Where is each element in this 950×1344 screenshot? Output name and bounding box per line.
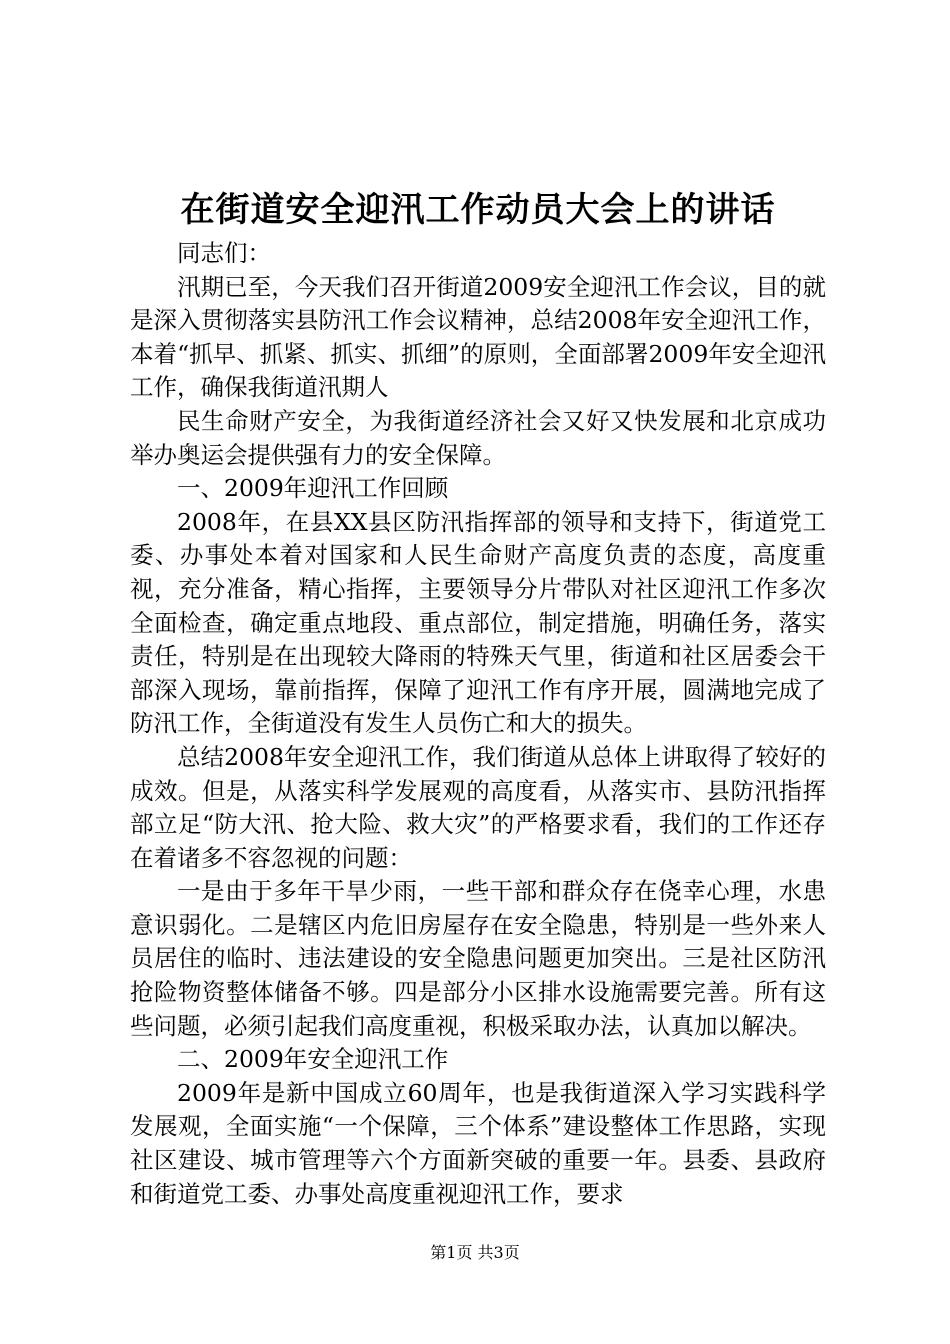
- page-footer: 第1页 共3页: [430, 1243, 520, 1262]
- paragraph-plan: 2009年是新中国成立60周年，也是我街道深入学习实践科学发展观，全面实施“一个保障，三个体系”建设整体工作思路，实现社区建设、城市管理等六个方面新突破的重要一年。县委、县政府和街道党工委、办事处高度重视迎汛工作，要求: [130, 1078, 826, 1208]
- paragraph-salutation: 同志们：: [177, 239, 271, 267]
- paragraph-review: 2008年，在县XX县区防汛指挥部的领导和支持下，街道党工委、办事处本着对国家和人民生命财产高度负责的态度，高度重视，充分准备，精心指挥，主要领导分片带队对社区迎汛工作多次全面检查，确定重点地段、重点部位，制定措施，明确任务，落实责任，特别是在出现较大降雨的特殊天气里，街道和社区居委会干部深入现场，靠前指挥，保障了迎汛工作有序开展，圆满地完成了防汛工作，全街道没有发生人员伤亡和大的损失。: [130, 507, 826, 738]
- paragraph-summary: 总结2008年安全迎汛工作，我们街道从总体上讲取得了较好的成效。但是，从落实科学发展观的高度看，从落实市、县防汛指挥部立足“防大汛、抢大险、救大灾”的严格要求看，我们的工作还存在着诸多不容忽视的问题：: [130, 742, 826, 872]
- paragraph-intro: 汛期已至，今天我们召开街道2009安全迎汛工作会议，目的就是深入贯彻落实县防汛工作会议精神，总结2008年安全迎汛工作，本着“抓早、抓紧、抓实、抓细”的原则，全面部署2009年安全迎汛工作，确保我街道汛期人: [130, 272, 826, 402]
- section-heading-plan: 二、2009年安全迎汛工作: [177, 1045, 449, 1074]
- paragraph-problems: 一是由于多年干旱少雨，一些干部和群众存在侥幸心理，水患意识弱化。二是辖区内危旧房屋存在安全隐患，特别是一些外来人员居住的临时、违法建设的安全隐患问题更加突出。三是社区防汛抢险物资整体储备不够。四是部分小区排水设施需要完善。所有这些问题，必须引起我们高度重视，积极采取办法，认真加以解决。: [130, 877, 826, 1040]
- section-heading-review: 一、2009年迎汛工作回顾: [177, 474, 449, 503]
- document-page: [130, 185, 826, 1211]
- document-title: 在街道安全迎汛工作动员大会上的讲话: [180, 190, 776, 230]
- paragraph-intro-continued: 民生命财产安全，为我街道经济社会又好又快发展和北京成功举办奥运会提供强有力的安全保障。: [130, 406, 826, 469]
